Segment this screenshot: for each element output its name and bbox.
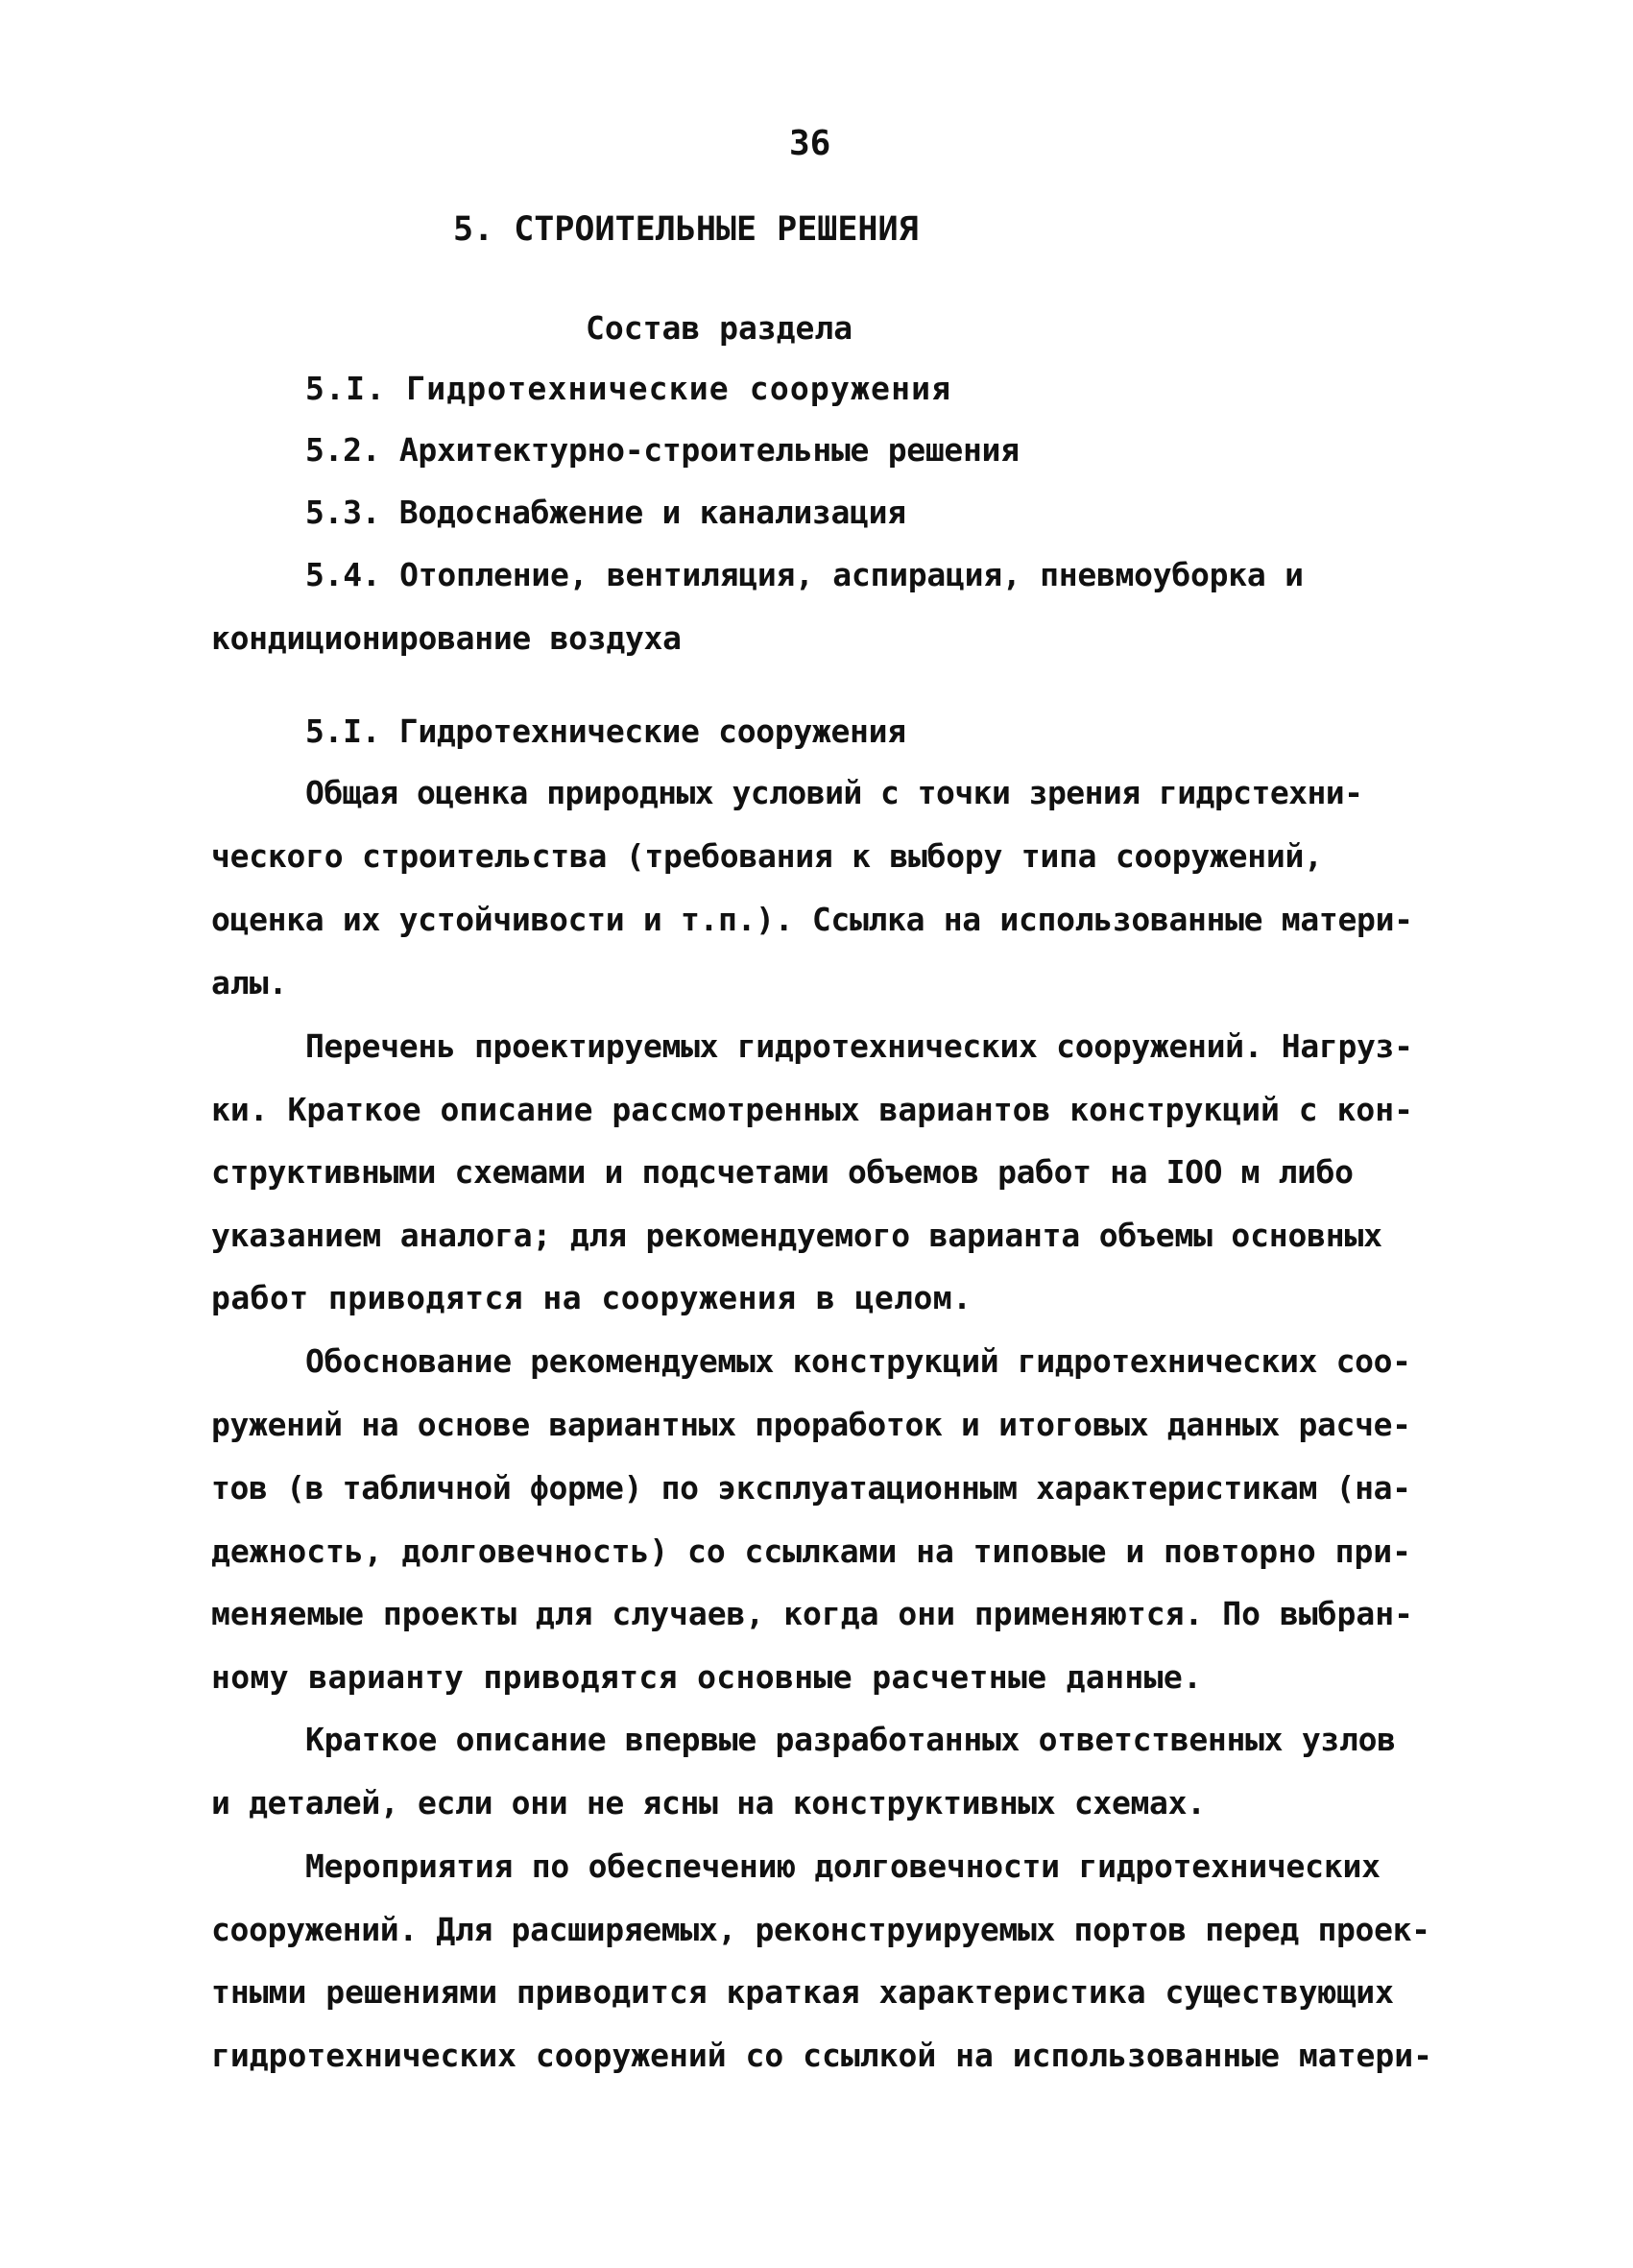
paragraph-line: Перечень проектируемых гидротехнических сооружений. Нагруз- (305, 1027, 1413, 1065)
contents-item-5-4: 5.4. Отопление, вентиляция, аспирация, пневмоуборка и (305, 556, 1304, 593)
paragraph-line: меняемые проекты для случаев, когда они применяются. По выбран- (211, 1595, 1413, 1632)
page-number: 36 (789, 124, 831, 163)
contents-item-5-3: 5.3. Водоснабжение и канализация (305, 494, 906, 531)
paragraph-line: сооружений. Для расширяемых, реконструируемых портов перед проек- (211, 1911, 1430, 1948)
paragraph-line: работ приводятся на сооружения в целом. (211, 1279, 973, 1316)
paragraph-line: Обоснование рекомендуемых конструкций гидротехнических соо- (305, 1342, 1411, 1380)
contents-item-5-2: 5.2. Архитектурно-строительные решения (305, 431, 1020, 469)
paragraph-line: и деталей, если они не ясны на конструктивных схемах. (211, 1784, 1206, 1822)
contents-heading: Состав раздела (586, 309, 853, 347)
paragraph-line: тными решениями приводится краткая характеристика существующих (211, 1973, 1394, 2011)
paragraph-line: Мероприятия по обеспечению долговечности гидротехнических (305, 1847, 1381, 1885)
paragraph-line: гидротехнических сооружений со ссылкой на использованные матери- (211, 2037, 1432, 2074)
subsection-heading: 5.I. Гидротехнические сооружения (305, 712, 906, 750)
paragraph-line: оценка их устойчивости и т.п.). Ссылка на использованные матери- (211, 901, 1413, 938)
paragraph-line: алы. (211, 964, 288, 1001)
paragraph-line: ружений на основе вариантных проработок и итоговых данных расче- (211, 1406, 1411, 1443)
section-title: 5. СТРОИТЕЛЬНЫЕ РЕШЕНИЯ (453, 210, 919, 249)
paragraph-line: Общая оценка природных условий с точки зрения гидрстехни- (305, 774, 1363, 811)
contents-item-5-1: 5.I. Гидротехнические сооружения (305, 370, 952, 407)
paragraph-line: структивными схемами и подсчетами объемов работ на IOO м либо (211, 1153, 1354, 1191)
paragraph-line: ческого строительства (требования к выбору типа сооружений, (211, 837, 1323, 875)
paragraph-line: Краткое описание впервые разработанных ответственных узлов (305, 1721, 1396, 1758)
paragraph-line: ному варианту приводятся основные расчетные данные. (211, 1658, 1203, 1696)
contents-item-5-4-continued: кондиционирование воздуха (211, 619, 682, 657)
paragraph-line: дежность, долговечность) со ссылками на типовые и повторно при- (211, 1532, 1411, 1570)
paragraph-line: тов (в табличной форме) по эксплуатационным характеристикам (на- (211, 1469, 1411, 1507)
paragraph-line: указанием аналога; для рекомендуемого варианта объемы основных (211, 1217, 1382, 1254)
paragraph-line: ки. Краткое описание рассмотренных вариантов конструкций с кон- (211, 1091, 1413, 1128)
